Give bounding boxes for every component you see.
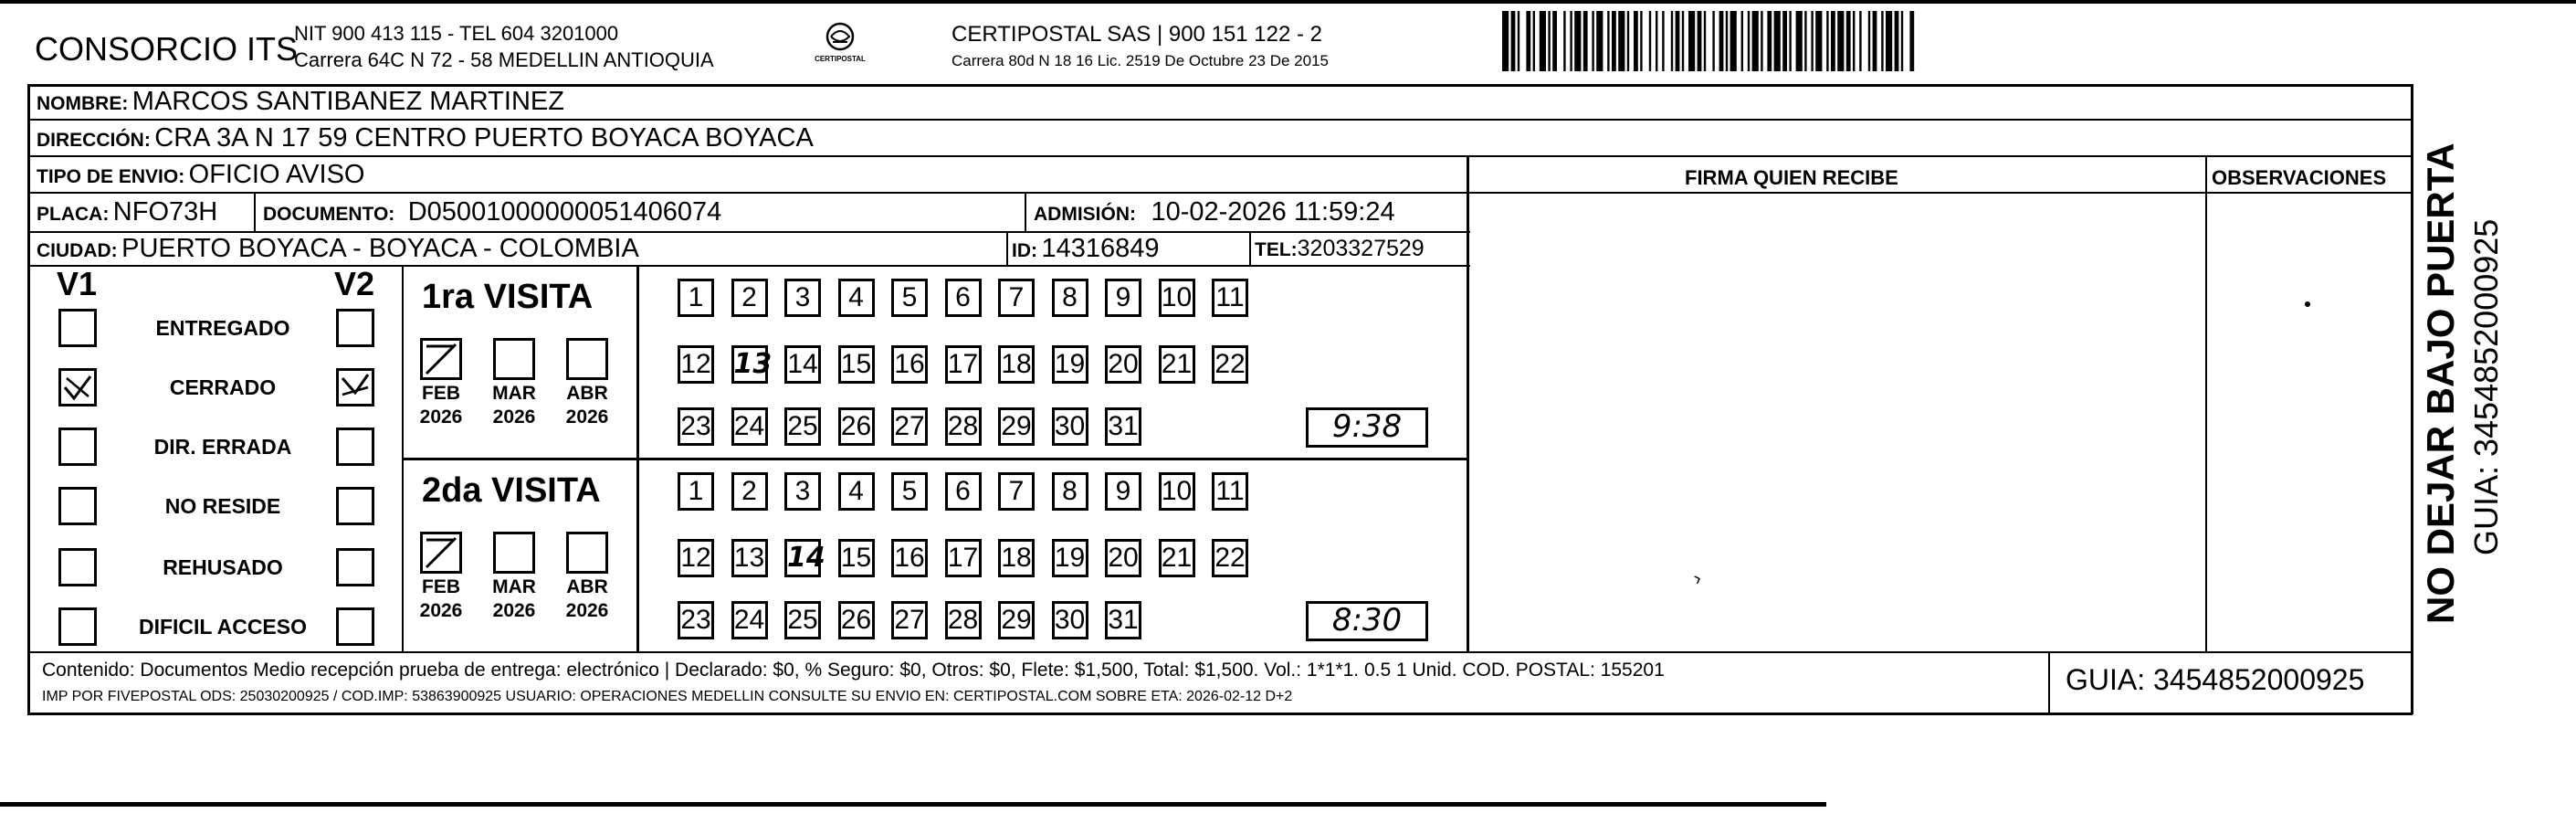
v1-checkbox[interactable] [58,548,97,586]
month-year: 2026 [565,600,609,621]
day-box[interactable]: 3 [784,279,821,317]
day-box[interactable]: 25 [784,407,821,446]
tipo-label: TIPO DE ENVIO: [37,166,185,187]
logo-text: CERTIPOSTAL [815,55,866,63]
v1-checkbox[interactable] [58,368,97,406]
documento-label: DOCUMENTO: [263,204,395,225]
tipo-row [37,160,364,190]
day-box[interactable]: 16 [891,539,928,577]
month-year: 2026 [492,600,536,621]
month-checkbox[interactable] [566,532,608,574]
footer-content: Contenido: Documentos Medio recepción prueba de entrega: electrónico | Declarado: $0, % Seguro: $0, Otros: $0, Flete: $1,500, Total: $1,500. Vol.: 1*1*1. 0.5 1 Unid. COD. POSTAL: 155201 [42,660,1665,681]
day-box[interactable]: 20 [1105,539,1141,577]
v2-header: V2 [334,265,375,302]
day-box[interactable]: 13 [731,539,768,577]
day-box[interactable]: 12 [678,345,714,384]
day-box[interactable]: 3 [784,472,821,511]
month-name: FEB [422,576,460,597]
day-box[interactable]: 15 [838,345,875,384]
id-value: 14316849 [1041,234,1160,263]
v1-checkbox[interactable] [58,428,97,466]
day-box[interactable]: 17 [945,539,982,577]
frame-bottom [27,713,2413,715]
nombre-value: MARCOS SANTIBANEZ MARTINEZ [131,87,564,116]
month-label [557,575,617,623]
day-box[interactable]: 9 [1105,472,1141,511]
month-checkbox[interactable] [566,338,608,380]
day-box[interactable]: 13 [731,345,768,384]
company-nit: NIT 900 413 115 - TEL 604 3201000 [294,22,619,45]
guia-divider [2048,651,2050,713]
v1-checkbox[interactable] [58,487,97,525]
status-label: NO RESIDE [164,494,281,518]
v1-checkbox[interactable] [58,607,97,646]
month-checkbox[interactable] [493,532,535,574]
day-box[interactable]: 2 [731,472,768,511]
certipostal-line2: Carrera 80d N 18 16 Lic. 2519 De Octubre 23 De 2015 [952,52,1329,69]
row-line-2 [27,155,2413,157]
day-box[interactable]: 5 [891,279,928,317]
day-box[interactable]: 4 [838,279,875,317]
day-box[interactable]: 22 [1212,539,1248,577]
day-box[interactable]: 27 [891,407,928,446]
day-box[interactable]: 15 [838,539,875,577]
day-box[interactable]: 19 [1052,345,1088,384]
documento-value: D05001000000051406074 [407,197,722,227]
day-box[interactable]: 28 [945,407,982,446]
admision-value: 10-02-2026 11:59:24 [1151,197,1395,227]
v2-checkbox[interactable] [336,428,374,466]
status-label: DIFICIL ACCESO [138,615,307,639]
day-box[interactable]: 26 [838,407,875,446]
day-box[interactable]: 23 [678,601,714,639]
day-box[interactable]: 28 [945,601,982,639]
day-box[interactable]: 30 [1052,601,1088,639]
nombre-row [37,87,564,117]
day-box[interactable]: 8 [1052,472,1088,511]
day-box[interactable]: 2 [731,279,768,317]
tel-row [1255,236,1425,262]
certipostal-logo [813,18,867,73]
placa-row [37,197,217,227]
month-year: 2026 [492,406,536,428]
observaciones-label: OBSERVACIONES [2212,166,2387,189]
row-line-3b [1467,192,2413,194]
ciudad-row [37,234,639,264]
visit-split-line [402,458,1468,460]
direccion-label: DIRECCIÓN: [37,130,151,151]
admision-divider [1025,192,1026,233]
month-label [411,382,471,429]
day-box[interactable]: 14 [784,539,821,577]
footer-line [27,651,2413,653]
direccion-row [37,123,814,153]
row-line-1 [27,119,2413,121]
day-box[interactable]: 1 [678,472,714,511]
day-box[interactable]: 11 [1212,279,1248,317]
day-box[interactable]: 10 [1159,472,1195,511]
day-box[interactable]: 14 [784,345,821,384]
day-box[interactable]: 18 [998,345,1035,384]
visit-title: 2da VISITA [422,471,601,510]
month-year: 2026 [565,406,609,428]
month-label [411,575,471,623]
placa-divider [254,192,256,233]
day-box[interactable]: 17 [945,345,982,384]
month-year: 2026 [419,600,463,621]
signature-divider [1467,155,1469,653]
day-box[interactable]: 6 [945,472,982,511]
row-line-5 [27,265,1470,267]
company-address: Carrera 64C N 72 - 58 MEDELLIN ANTIOQUIA [294,48,714,71]
month-checkbox[interactable] [420,532,462,574]
v2-checkbox[interactable] [336,607,374,646]
day-box[interactable]: 4 [838,472,875,511]
v1-header: V1 [57,265,98,302]
id-row [1012,234,1159,264]
day-box[interactable]: 24 [731,601,768,639]
month-name: ABR [566,383,608,404]
status-label: DIR. ERRADA [153,435,292,459]
day-box[interactable]: 20 [1105,345,1141,384]
tel-divider [1249,231,1251,267]
visit-time-box[interactable]: 8:30 [1306,601,1428,641]
tel-label: TEL: [1255,239,1298,260]
documento-row [263,197,721,227]
ciudad-value: PUERTO BOYACA - BOYACA - COLOMBIA [121,234,639,263]
day-box[interactable]: 30 [1052,407,1088,446]
day-box[interactable]: 23 [678,407,714,446]
top-edge-line [0,0,2576,4]
day-box[interactable]: 24 [731,407,768,446]
month-checkbox[interactable] [493,338,535,380]
barcode [1502,11,2233,71]
day-box[interactable]: 7 [998,279,1035,317]
frame-left [27,84,30,714]
footer-guia: GUIA: 3454852000925 [2066,663,2365,696]
row-line-3 [27,192,1470,194]
day-box[interactable]: 16 [891,345,928,384]
day-box[interactable]: 25 [784,601,821,639]
id-label: ID: [1012,240,1037,261]
month-label [484,382,544,429]
frame-right [2411,84,2413,714]
admision-row [1034,197,1395,227]
day-box[interactable]: 9 [1105,279,1141,317]
day-box[interactable]: 21 [1159,539,1195,577]
no-dejar-bajo-puerta: NO DEJAR BAJO PUERTA [2419,143,2462,624]
visit-title: 1ra VISITA [422,278,594,316]
v2-checkbox[interactable] [336,309,374,347]
day-box[interactable]: 12 [678,539,714,577]
firma-label: FIRMA QUIEN RECIBE [1685,166,1898,189]
status-label: CERRADO [169,375,277,399]
bottom-edge-line [0,802,1826,807]
status-label: ENTREGADO [155,316,290,340]
admision-label: ADMISIÓN: [1034,204,1136,225]
day-box[interactable]: 27 [891,601,928,639]
day-box[interactable]: 5 [891,472,928,511]
visit-time-box[interactable]: 9:38 [1306,407,1428,448]
month-name: ABR [566,576,608,597]
v2-checkbox[interactable] [336,368,374,406]
day-box[interactable]: 31 [1105,407,1141,446]
certipostal-line1: CERTIPOSTAL SAS | 900 151 122 - 2 [952,22,1322,47]
row-line-4 [27,231,1470,233]
v2-checkbox[interactable] [336,487,374,525]
day-box[interactable]: 10 [1159,279,1195,317]
day-box[interactable]: 7 [998,472,1035,511]
day-box[interactable]: 29 [998,601,1035,639]
footer-print-info: IMP POR FIVEPOSTAL ODS: 25030200925 / COD.IMP: 53863900925 USUARIO: OPERACIONES MEDELLIN CONSULTE SU ENVIO EN: CERTIPOSTAL.COM SOBRE ETA: 2026-02-12 D+2 [42,689,1293,704]
month-checkbox[interactable] [420,338,462,380]
nombre-label: NOMBRE: [37,93,129,114]
day-box[interactable]: 29 [998,407,1035,446]
placa-value: NFO73H [112,197,218,227]
status-label: REHUSADO [163,555,283,579]
tipo-value: OFICIO AVISO [188,160,365,189]
day-box[interactable]: 21 [1159,345,1195,384]
day-box[interactable]: 6 [945,279,982,317]
id-divider [1006,231,1008,267]
month-label [484,575,544,623]
day-box[interactable]: 31 [1105,601,1141,639]
signature-mark: › [1689,565,1705,590]
day-box[interactable]: 8 [1052,279,1088,317]
observaciones-divider [2205,155,2207,653]
day-box[interactable]: 1 [678,279,714,317]
side-guia: GUIA: 3454852000925 [2467,218,2505,555]
placa-label: PLACA: [37,204,110,225]
day-box[interactable]: 11 [1212,472,1248,511]
v1-checkbox[interactable] [58,309,97,347]
month-name: FEB [422,383,460,404]
day-box[interactable]: 19 [1052,539,1088,577]
month-name: MAR [492,576,536,597]
company-name: CONSORCIO ITS [35,30,299,68]
ciudad-label: CIUDAD: [37,240,118,261]
month-label [557,382,617,429]
day-box[interactable]: 18 [998,539,1035,577]
month-name: MAR [492,383,536,404]
direccion-value: CRA 3A N 17 59 CENTRO PUERTO BOYACA BOYACA [154,123,814,153]
tel-value: 3203327529 [1297,236,1425,261]
day-box[interactable]: 26 [838,601,875,639]
month-year: 2026 [419,406,463,428]
day-box[interactable]: 22 [1212,345,1248,384]
observation-dot [2305,301,2310,307]
v2-checkbox[interactable] [336,548,374,586]
